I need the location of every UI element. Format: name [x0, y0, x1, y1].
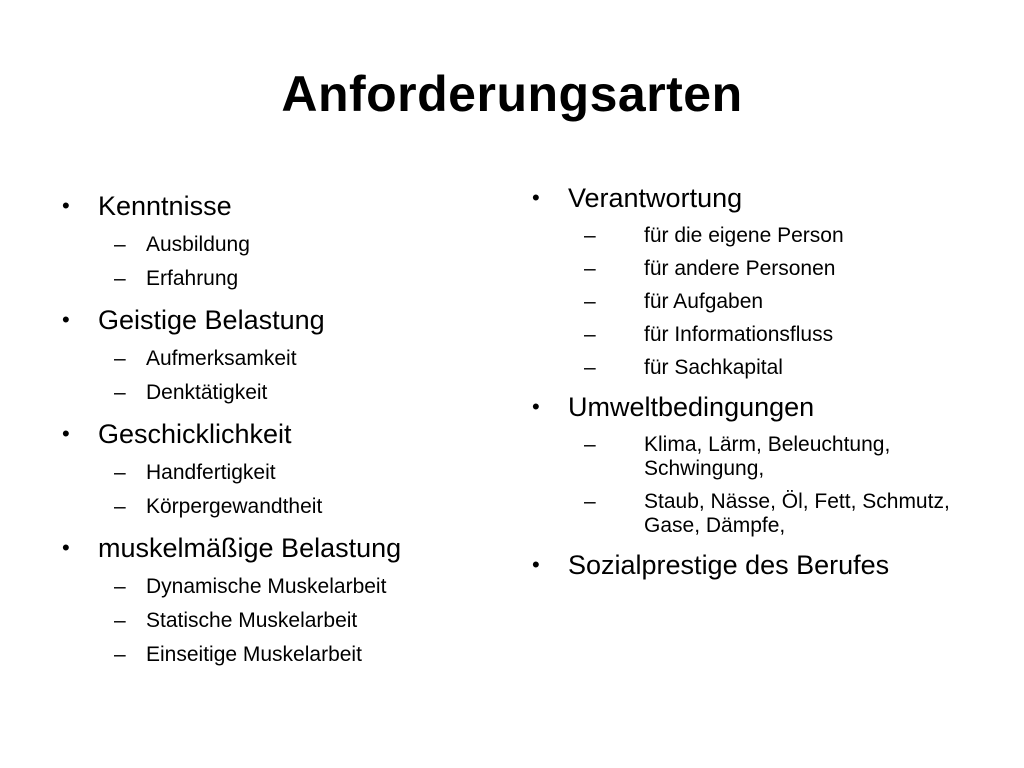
sub-item-label: Handfertigkeit: [146, 461, 276, 484]
bullet-dot: •: [62, 421, 70, 446]
bullet-item: [528, 548, 998, 582]
bullet-label: Kenntnisse: [98, 191, 232, 221]
sub-item: [528, 433, 998, 481]
sub-item: [58, 609, 498, 633]
dash-marker: –: [584, 433, 596, 456]
bullet-item: [528, 181, 998, 215]
dash-marker: –: [114, 461, 126, 484]
dash-marker: –: [584, 356, 596, 379]
dash-marker: –: [584, 490, 596, 513]
left-column: [58, 189, 498, 679]
dash-marker: –: [114, 575, 126, 598]
bullet-group: [58, 417, 498, 519]
dash-marker: –: [114, 267, 126, 290]
bullet-item: [58, 303, 498, 337]
bullet-item: [58, 189, 498, 223]
sub-item: [528, 224, 998, 248]
sub-item: [528, 257, 998, 281]
sub-item-label: Staub, Nässe, Öl, Fett, Schmutz, Gase, Dämpfe,: [644, 490, 950, 537]
sub-item-label: Ausbildung: [146, 233, 250, 256]
dash-marker: –: [584, 224, 596, 247]
bullet-group: [58, 189, 498, 291]
bullet-label: Umweltbedingungen: [568, 392, 815, 422]
dash-marker: –: [584, 257, 596, 280]
sub-item: [58, 643, 498, 667]
dash-marker: –: [114, 609, 126, 632]
slide-title: Anforderungsarten: [281, 66, 743, 122]
sub-item: [58, 495, 498, 519]
sub-item: [528, 323, 998, 347]
dash-marker: –: [114, 643, 126, 666]
sub-item: [528, 290, 998, 314]
bullet-dot: •: [62, 193, 70, 218]
bullet-item: [58, 417, 498, 451]
bullet-group: [58, 303, 498, 405]
bullet-group: [528, 390, 998, 538]
sub-item-label: Statische Muskelarbeit: [146, 609, 358, 632]
bullet-label: Geschicklichkeit: [98, 419, 292, 449]
sub-item-label: für Sachkapital: [644, 356, 783, 379]
sub-item: [528, 490, 998, 538]
right-column: [528, 181, 998, 592]
dash-marker: –: [584, 323, 596, 346]
sub-item-label: Körpergewandtheit: [146, 495, 323, 518]
bullet-item: [58, 531, 498, 565]
sub-item-label: für andere Personen: [644, 257, 836, 280]
bullet-dot: •: [62, 307, 70, 332]
sub-item: [58, 461, 498, 485]
bullet-group: [58, 531, 498, 667]
sub-item-label: Denktätigkeit: [146, 381, 268, 404]
sub-item: [528, 356, 998, 380]
sub-item: [58, 267, 498, 291]
bullet-label: Verantwortung: [568, 183, 743, 213]
sub-item-label: Einseitige Muskelarbeit: [146, 643, 362, 666]
dash-marker: –: [114, 495, 126, 518]
dash-marker: –: [114, 381, 126, 404]
sub-item-label: für Aufgaben: [644, 290, 764, 313]
bullet-dot: •: [62, 535, 70, 560]
sub-item-label: Klima, Lärm, Beleuchtung, Schwingung,: [644, 433, 891, 480]
bullet-label: Sozialprestige des Berufes: [568, 550, 890, 580]
dash-marker: –: [114, 347, 126, 370]
sub-item-label: Erfahrung: [146, 267, 239, 290]
sub-item-label: für Informationsfluss: [644, 323, 834, 346]
sub-item: [58, 233, 498, 257]
bullet-label: Geistige Belastung: [98, 305, 325, 335]
bullet-group: [528, 181, 998, 380]
bullet-group: [528, 548, 998, 582]
bullet-dot: •: [532, 552, 540, 577]
sub-item: [58, 575, 498, 599]
bullet-item: [528, 390, 998, 424]
sub-item-label: Aufmerksamkeit: [146, 347, 297, 370]
bullet-label: muskelmäßige Belastung: [98, 533, 402, 563]
dash-marker: –: [114, 233, 126, 256]
sub-item-label: für die eigene Person: [644, 224, 844, 247]
sub-item: [58, 347, 498, 371]
sub-item: [58, 381, 498, 405]
dash-marker: –: [584, 290, 596, 313]
bullet-dot: •: [532, 185, 540, 210]
bullet-dot: •: [532, 394, 540, 419]
sub-item-label: Dynamische Muskelarbeit: [146, 575, 387, 598]
